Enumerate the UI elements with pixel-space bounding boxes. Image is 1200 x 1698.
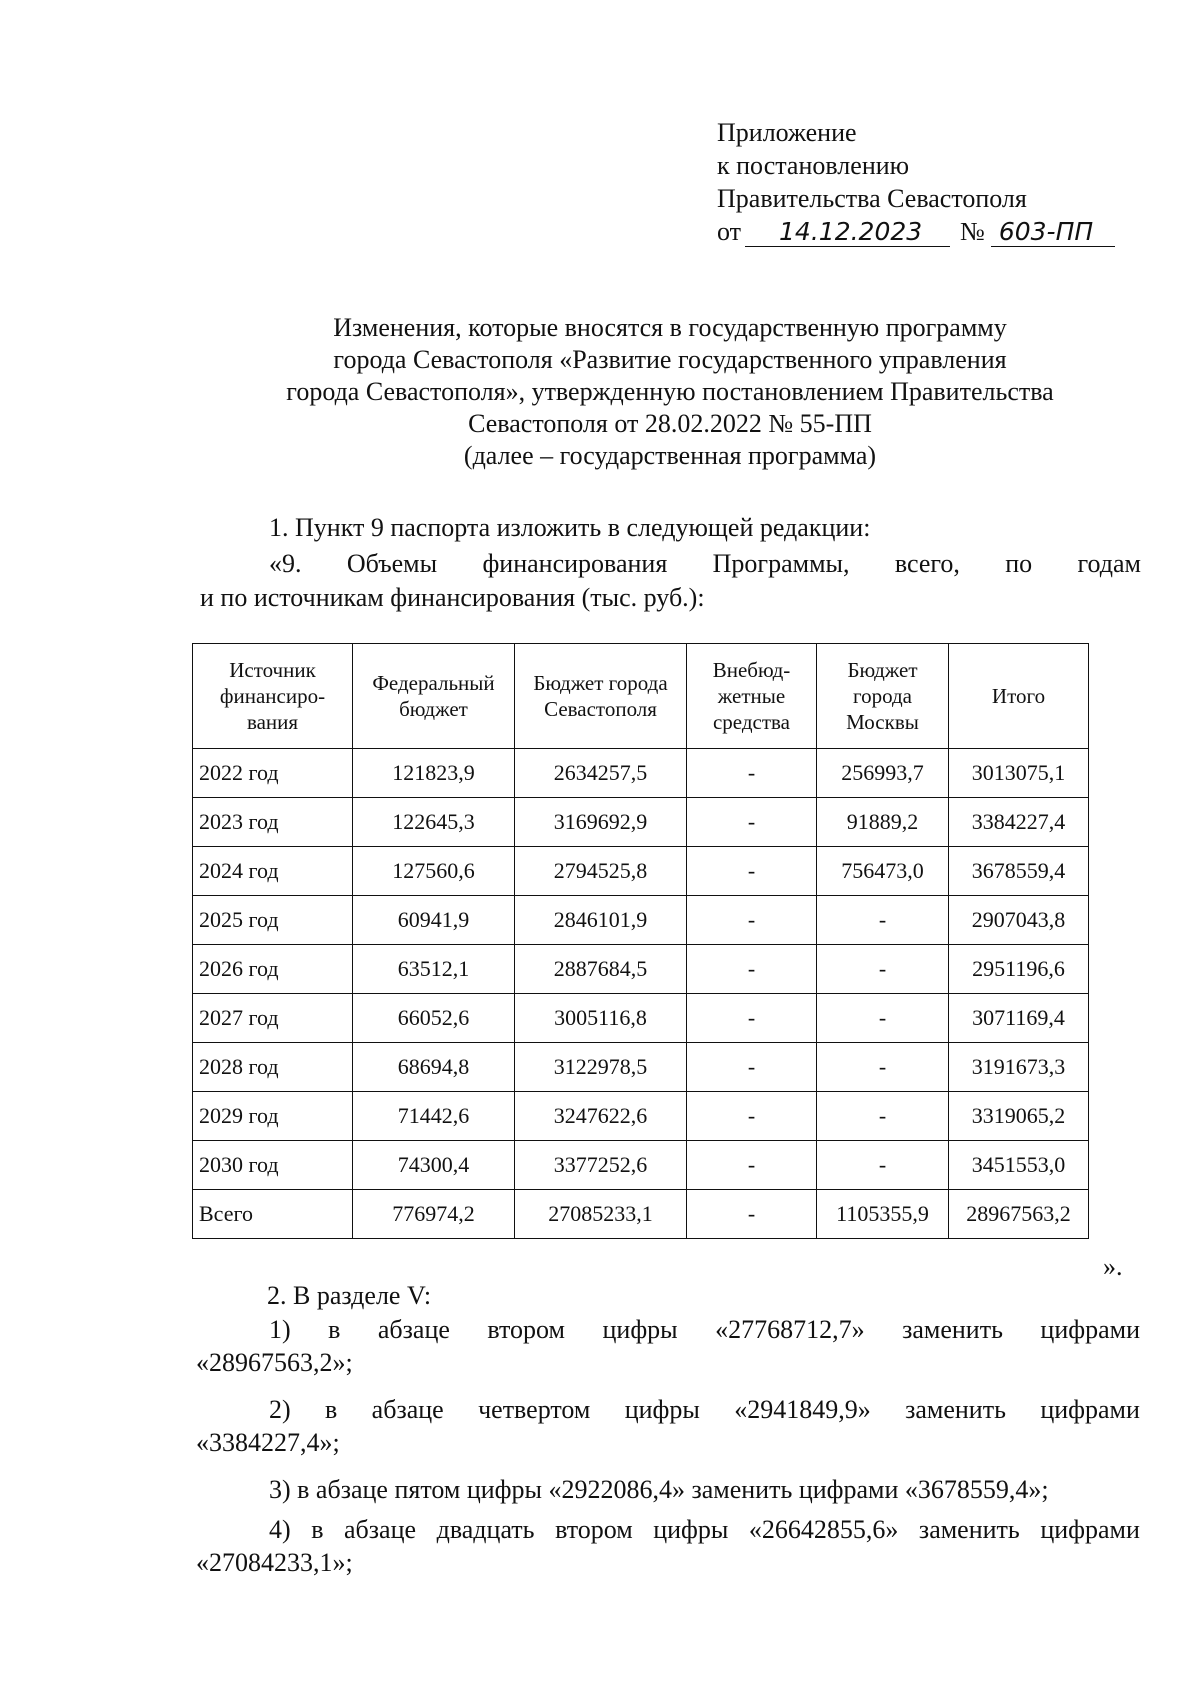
cell-year: 2022 год — [193, 749, 353, 798]
cell-federal: 71442,6 — [353, 1092, 515, 1141]
cell-federal: 74300,4 — [353, 1141, 515, 1190]
cell-moscow: - — [817, 1092, 949, 1141]
cell-year: 2027 год — [193, 994, 353, 1043]
cell-federal: 122645,3 — [353, 798, 515, 847]
item1-word: втором — [487, 1315, 566, 1344]
cell-year: 2024 год — [193, 847, 353, 896]
header-sevastopol: Бюджет города Севастополя — [515, 644, 687, 749]
cell-year: 2028 год — [193, 1043, 353, 1092]
item4-word: абзаце — [344, 1515, 417, 1544]
item9-word: Объемы — [346, 549, 438, 578]
cell-year: Всего — [193, 1190, 353, 1239]
cell-sevastopol: 27085233,1 — [515, 1190, 687, 1239]
title-line-4: Севастополя от 28.02.2022 № 55-ПП — [468, 409, 872, 438]
item1-word: в — [328, 1315, 341, 1344]
handwritten-number: 603-ПП — [991, 218, 1115, 247]
cell-total: 3191673,3 — [949, 1043, 1089, 1092]
cell-year: 2025 год — [193, 896, 353, 945]
item-4-first-line — [269, 1513, 1140, 1546]
cell-moscow: - — [817, 994, 949, 1043]
cell-total: 2907043,8 — [949, 896, 1089, 945]
cell-sevastopol: 3122978,5 — [515, 1043, 687, 1092]
item4-word: в — [311, 1515, 324, 1544]
cell-extrabudget: - — [687, 1043, 817, 1092]
item1-word: 1) — [269, 1315, 291, 1344]
item1-word: цифры — [602, 1315, 678, 1344]
cell-sevastopol: 2846101,9 — [515, 896, 687, 945]
title-line-3: города Севастополя», утвержденную постановлением Правительства — [286, 377, 1054, 406]
item9-word: всего, — [894, 549, 960, 578]
item4-word: двадцать — [436, 1515, 535, 1544]
title-line-1: Изменения, которые вносятся в государственную программу — [333, 313, 1007, 342]
cell-extrabudget: - — [687, 1092, 817, 1141]
cell-sevastopol: 2634257,5 — [515, 749, 687, 798]
annex-date-number-line — [717, 215, 1115, 248]
cell-total: 2951196,6 — [949, 945, 1089, 994]
table-row — [193, 1043, 1089, 1092]
cell-moscow: - — [817, 945, 949, 994]
annex-line-3: Правительства Севастополя — [717, 184, 1027, 213]
cell-total: 28967563,2 — [949, 1190, 1089, 1239]
cell-sevastopol: 3005116,8 — [515, 994, 687, 1043]
header-source: Источник финансиро-вания — [193, 644, 353, 749]
cell-extrabudget: - — [687, 847, 817, 896]
cell-sevastopol: 3377252,6 — [515, 1141, 687, 1190]
annex-block — [717, 116, 1115, 248]
section-1-intro: 1. Пункт 9 паспорта изложить в следующей редакции: — [269, 513, 871, 542]
annex-line-1: Приложение — [717, 118, 857, 147]
cell-year: 2026 год — [193, 945, 353, 994]
item2-word: 2) — [269, 1395, 291, 1424]
title-line-5: (далее – государственная программа) — [463, 441, 877, 470]
cell-total: 3071169,4 — [949, 994, 1089, 1043]
table-row — [193, 945, 1089, 994]
cell-year: 2030 год — [193, 1141, 353, 1190]
cell-extrabudget: - — [687, 896, 817, 945]
item-4-continuation: «27084233,1»; — [196, 1548, 353, 1577]
cell-extrabudget: - — [687, 749, 817, 798]
item2-word: цифрами — [1040, 1395, 1140, 1424]
cell-federal: 776974,2 — [353, 1190, 515, 1239]
cell-sevastopol: 3247622,6 — [515, 1092, 687, 1141]
item4-word: цифрами — [1040, 1515, 1140, 1544]
table-row — [193, 847, 1089, 896]
cell-federal: 68694,8 — [353, 1043, 515, 1092]
cell-total: 3384227,4 — [949, 798, 1089, 847]
cell-extrabudget: - — [687, 798, 817, 847]
table-row — [193, 1092, 1089, 1141]
cell-sevastopol: 2794525,8 — [515, 847, 687, 896]
title-line-2: города Севастополя «Развитие государственного управления — [333, 345, 1007, 374]
table-total-row — [193, 1190, 1089, 1239]
cell-federal: 127560,6 — [353, 847, 515, 896]
item1-word: цифрами — [1040, 1315, 1140, 1344]
table-row — [193, 798, 1089, 847]
number-label: № — [960, 217, 985, 246]
annex-line-2: к постановлению — [717, 151, 910, 180]
item4-word: втором — [555, 1515, 633, 1544]
document-title — [230, 312, 1110, 472]
cell-extrabudget: - — [687, 994, 817, 1043]
table-row — [193, 749, 1089, 798]
item4-word: «26642855,6» — [748, 1515, 899, 1544]
item2-word: в — [325, 1395, 338, 1424]
cell-extrabudget: - — [687, 1141, 817, 1190]
cell-total: 3013075,1 — [949, 749, 1089, 798]
header-federal: Федеральный бюджет — [353, 644, 515, 749]
item-2-first-line — [269, 1393, 1140, 1426]
cell-year: 2029 год — [193, 1092, 353, 1141]
closing-quote: ». — [1103, 1252, 1123, 1281]
cell-year: 2023 год — [193, 798, 353, 847]
cell-total: 3678559,4 — [949, 847, 1089, 896]
item2-word: «2941849,9» — [734, 1395, 871, 1424]
cell-total: 3451553,0 — [949, 1141, 1089, 1190]
cell-federal: 66052,6 — [353, 994, 515, 1043]
item4-word: заменить — [918, 1515, 1020, 1544]
cell-federal: 121823,9 — [353, 749, 515, 798]
item9-word: годам — [1077, 549, 1141, 578]
cell-federal: 60941,9 — [353, 896, 515, 945]
item9-word: финансирования — [482, 549, 668, 578]
table-header-row — [193, 644, 1089, 749]
header-moscow: Бюджет города Москвы — [817, 644, 949, 749]
from-label: от — [717, 217, 742, 246]
item1-word: «27768712,7» — [715, 1315, 865, 1344]
item-9-first-line — [269, 548, 1141, 580]
table-row — [193, 896, 1089, 945]
item2-word: абзаце — [371, 1395, 444, 1424]
table-row — [193, 994, 1089, 1043]
handwritten-date: 14.12.2023 — [745, 218, 950, 247]
cell-federal: 63512,1 — [353, 945, 515, 994]
cell-moscow: - — [817, 1043, 949, 1092]
item-1-first-line — [269, 1313, 1140, 1346]
table-row — [193, 1141, 1089, 1190]
cell-moscow: 756473,0 — [817, 847, 949, 896]
cell-extrabudget: - — [687, 945, 817, 994]
financing-table — [192, 643, 1089, 1239]
cell-moscow: 91889,2 — [817, 798, 949, 847]
cell-moscow: 256993,7 — [817, 749, 949, 798]
item1-word: абзаце — [377, 1315, 450, 1344]
item2-word: заменить — [905, 1395, 1006, 1424]
item9-word: по — [1005, 549, 1033, 578]
cell-total: 3319065,2 — [949, 1092, 1089, 1141]
cell-sevastopol: 3169692,9 — [515, 798, 687, 847]
item-9-continuation: и по источникам финансирования (тыс. руб.): — [200, 583, 705, 612]
item-2-continuation: «3384227,4»; — [196, 1428, 340, 1457]
item4-word: цифры — [653, 1515, 729, 1544]
cell-moscow: - — [817, 896, 949, 945]
cell-moscow: 1105355,9 — [817, 1190, 949, 1239]
item-3: 3) в абзаце пятом цифры «2922086,4» заменить цифрами «3678559,4»; — [269, 1475, 1049, 1504]
cell-extrabudget: - — [687, 1190, 817, 1239]
cell-sevastopol: 2887684,5 — [515, 945, 687, 994]
item9-word: «9. — [269, 549, 302, 578]
item4-word: 4) — [269, 1515, 291, 1544]
item2-word: четвертом — [478, 1395, 591, 1424]
item1-word: заменить — [902, 1315, 1003, 1344]
item9-word: Программы, — [712, 549, 850, 578]
section-2-intro: 2. В разделе V: — [267, 1281, 432, 1310]
item-1-continuation: «28967563,2»; — [196, 1348, 353, 1377]
header-extrabudget: Внебюд-жетные средства — [687, 644, 817, 749]
cell-moscow: - — [817, 1141, 949, 1190]
header-total: Итого — [949, 644, 1089, 749]
item2-word: цифры — [624, 1395, 700, 1424]
